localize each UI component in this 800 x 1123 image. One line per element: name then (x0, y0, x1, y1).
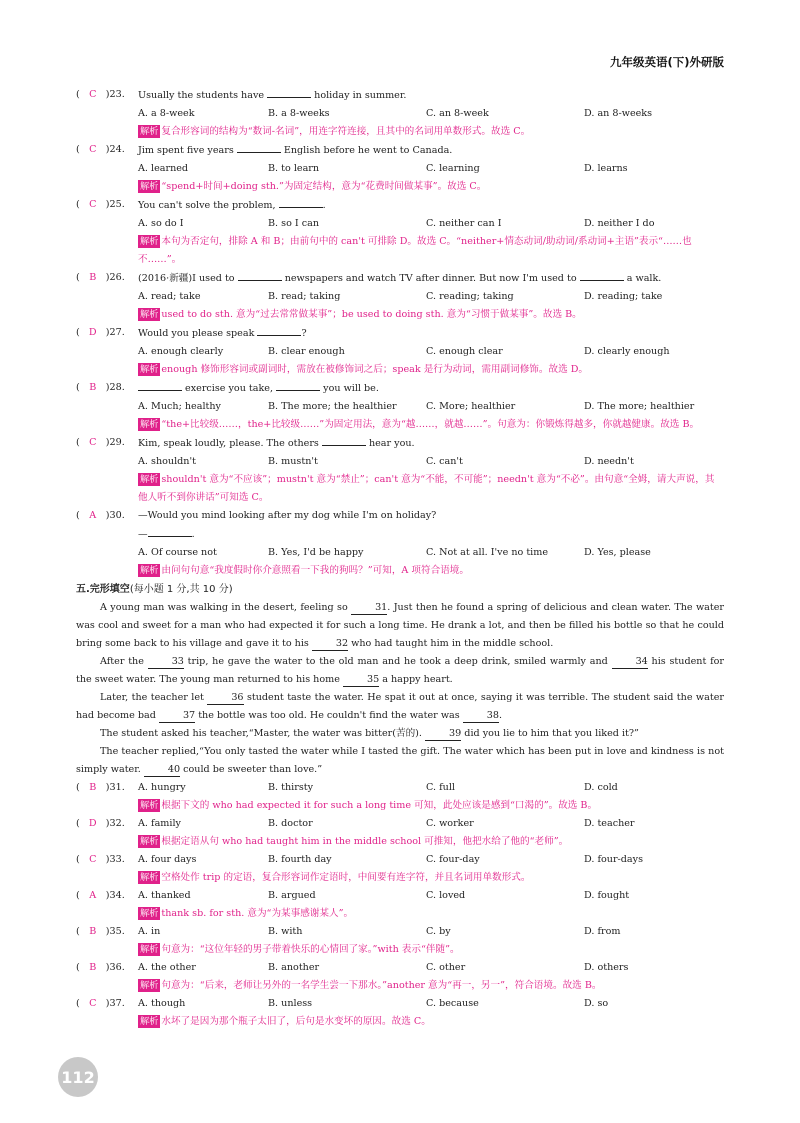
option-c: C. More; healthier (426, 401, 516, 412)
question-item (76, 995, 724, 1031)
option-c: C. enough clear (426, 346, 503, 357)
option-a: A. thanked (138, 890, 191, 901)
numbered-blank: 32 (312, 638, 348, 651)
option-d: D. teacher (584, 818, 635, 829)
question-text: exercise you take, you will be. (138, 379, 724, 398)
numbered-blank: 31 (351, 602, 387, 615)
option-d: D. The more; healthier (584, 401, 695, 412)
options-inline (138, 779, 724, 797)
question-stem (76, 959, 724, 977)
question-text: Jim spent five years English before he went to Canada. (138, 141, 724, 160)
answer-bracket: ( B )35. (76, 923, 138, 941)
numbered-blank: 39 (425, 728, 461, 741)
options-inline (138, 995, 724, 1013)
option-c: C. other (426, 962, 466, 973)
question-item (76, 959, 724, 995)
explanation-tag: 解析 (140, 800, 159, 811)
answer-letter: D (88, 327, 97, 338)
answer-letter: C (89, 144, 97, 155)
answer-bracket: ( C )23. (76, 86, 138, 105)
options-inline (138, 959, 724, 977)
option-d: D. Yes, please (584, 547, 651, 558)
answer-bracket: ( C )25. (76, 196, 138, 215)
answer-letter: C (89, 998, 97, 1009)
answer-letter: D (88, 818, 97, 829)
numbered-blank: 33 (148, 656, 184, 669)
question-item (76, 86, 724, 141)
option-a: A. shouldn't (138, 456, 196, 467)
explanation: 解析 空格处作 trip 的定语，复合形容词作定语时，中间要有连字符，并且名词用单数形式。 (140, 872, 531, 883)
passage-paragraph: The teacher replied,“You only tasted the water while I tasted the gift. The water which has been put in love and kindness is not simply water. 40 could be sweeter than love.” (76, 746, 724, 775)
numbered-blank: 36 (207, 692, 243, 705)
cloze-score-note: (每小题 1 分,共 10 分) (129, 584, 233, 595)
option-c: C. reading; taking (426, 291, 514, 302)
question-stem (76, 815, 724, 833)
passage-paragraph: The student asked his teacher,“Master, the water was bitter(苦的). 39 did you lie to him that you liked it?” (100, 728, 639, 739)
option-b: B. so I can (268, 218, 320, 229)
option-c: C. four-day (426, 854, 480, 865)
question-stem (76, 851, 724, 869)
option-a: A. the other (138, 962, 196, 973)
exam-content (76, 86, 724, 1031)
numbered-blank: 34 (612, 656, 648, 669)
answer-blank (279, 196, 323, 208)
question-stem (76, 196, 724, 215)
option-c: C. full (426, 782, 455, 793)
answer-bracket: ( B )36. (76, 959, 138, 977)
answer-letter: B (89, 926, 97, 937)
answer-blank (580, 269, 624, 281)
options-row (138, 215, 724, 233)
explanation-tag: 解析 (140, 872, 159, 883)
answer-bracket: ( C )37. (76, 995, 138, 1013)
question-text: (2016·新疆)I used to newspapers and watch TV after dinner. But now I'm used to a walk. (138, 269, 724, 288)
book-title-header: 九年级英语(下)外研版 (609, 55, 724, 69)
question-stem (76, 887, 724, 905)
option-c: C. learning (426, 163, 480, 174)
option-a: A. learned (138, 163, 189, 174)
option-c: C. neither can I (426, 218, 502, 229)
option-d: D. neither I do (584, 218, 655, 229)
question-stem (76, 324, 724, 343)
option-c: C. Not at all. I've no time (426, 547, 549, 558)
explanation-tag: 解析 (140, 1016, 159, 1027)
option-a: A. a 8-week (138, 108, 195, 119)
question-stem (76, 507, 724, 525)
explanation: 解析 shouldn't 意为“不应该”；mustn't 意为“禁止”；can't 意为“不能，不可能”；needn't 意为“不必”。由句意“全姆，请大声说，其他人听不到你讲话”可知选 C。 (138, 474, 715, 503)
explanation: 解析 水坏了是因为那个瓶子太旧了，后句是水变坏的原因。故选 C。 (140, 1016, 431, 1027)
option-b: B. thirsty (268, 782, 314, 793)
options-inline (138, 923, 724, 941)
option-b: B. mustn't (268, 456, 318, 467)
option-a: A. so do I (138, 218, 184, 229)
explanation-tag: 解析 (140, 565, 159, 576)
answer-blank (237, 141, 281, 153)
explanation: 解析 “spend+时间+doing sth.”为固定结构，意为“花费时间做某事”。故选 C。 (140, 181, 487, 192)
explanation: 解析 句意为：“后来，老师让另外的一名学生尝一下那水。”another 意为“再一，另一”，符合语境。故选 B。 (140, 980, 602, 991)
option-a: A. family (138, 818, 181, 829)
cloze-questions (76, 779, 724, 1031)
explanation-tag: 解析 (140, 126, 159, 137)
explanation-tag: 解析 (140, 181, 159, 192)
answer-bracket: ( D )27. (76, 324, 138, 343)
explanation: 解析 根据定语从句 who had taught him in the middle school 可推知，他把水给了他的“老师”。 (140, 836, 569, 847)
question-stem (76, 923, 724, 941)
option-d: D. an 8-weeks (584, 108, 653, 119)
numbered-blank: 37 (159, 710, 195, 723)
option-c: C. worker (426, 818, 474, 829)
option-a: A. in (138, 926, 161, 937)
option-b: B. The more; the healthier (268, 401, 397, 412)
question-stem (76, 269, 724, 288)
answer-letter: C (89, 89, 97, 100)
explanation: 解析 复合形容词的结构为“数词-名词”，用连字符连接，且其中的名词用单数形式。故选 C。 (140, 126, 531, 137)
option-b: B. another (268, 962, 320, 973)
options-row (138, 398, 724, 416)
question-item (76, 434, 724, 507)
option-d: D. needn't (584, 456, 634, 467)
option-c: C. an 8-week (426, 108, 489, 119)
question-stem (76, 434, 724, 453)
cloze-section-title (76, 581, 724, 599)
question-item (76, 779, 724, 815)
explanation: 解析 “the+比较级……，the+比较级……”为固定用法，意为“越……，就越……”。句意为：你锻炼得越多，你就越健康。故选 B。 (140, 419, 700, 430)
answer-letter: C (89, 199, 97, 210)
answer-letter: A (89, 510, 97, 521)
question-text: Kim, speak loudly, please. The others hear you. (138, 434, 724, 453)
question-item (76, 887, 724, 923)
explanation-tag: 解析 (140, 474, 159, 485)
explanation: 解析 句意为：“这位年轻的男子带着快乐的心情回了家。”with 表示“伴随”。 (140, 944, 460, 955)
explanation-tag: 解析 (140, 309, 159, 320)
question-text: Would you please speak ? (138, 324, 724, 343)
option-d: D. reading; take (584, 291, 663, 302)
option-b: B. clear enough (268, 346, 345, 357)
explanation: 解析 根据下文的 who had expected it for such a long time 可知，此处应该是感到“口渴的”。故选 B。 (140, 800, 598, 811)
response-line: — . (138, 525, 724, 544)
answer-bracket: ( C )33. (76, 851, 138, 869)
question-stem (76, 779, 724, 797)
multiple-choice-section (76, 86, 724, 580)
page-number-badge: 112 (58, 1057, 98, 1097)
option-a: A. though (138, 998, 186, 1009)
option-b: B. Yes, I'd be happy (268, 547, 364, 558)
options-row (138, 288, 724, 306)
options-row (138, 453, 724, 471)
cloze-passage (76, 599, 724, 779)
cloze-title-text: 五.完形填空 (76, 584, 130, 595)
option-c: C. loved (426, 890, 466, 901)
passage-paragraph: After the 33 trip, he gave the water to the old man and he took a deep drink, smiled warmly and 34 his student for the sweet water. The young man returned to his home 35 a happy heart. (76, 656, 724, 685)
answer-letter: C (89, 437, 97, 448)
passage-paragraph: Later, the teacher let 36 student taste the water. He spat it out at once, saying it was terrible. The student said the water had become bad 37 the bottle was too old. He couldn't find the water was 38. (76, 692, 724, 721)
option-d: D. clearly enough (584, 346, 670, 357)
options-inline (138, 887, 724, 905)
option-d: D. four-days (584, 854, 643, 865)
answer-bracket: ( A )30. (76, 507, 138, 525)
options-row (138, 544, 724, 562)
option-b: B. doctor (268, 818, 313, 829)
answer-bracket: ( A )34. (76, 887, 138, 905)
answer-letter: A (89, 890, 97, 901)
option-b: B. argued (268, 890, 316, 901)
explanation: 解析 thank sb. for sth. 意为“为某事感谢某人”。 (140, 908, 354, 919)
explanation-tag: 解析 (140, 944, 159, 955)
option-b: B. with (268, 926, 303, 937)
question-item (76, 851, 724, 887)
option-d: D. learns (584, 163, 628, 174)
answer-blank (267, 86, 311, 98)
question-stem (76, 379, 724, 398)
options-inline (138, 815, 724, 833)
answer-letter: B (89, 962, 97, 973)
answer-bracket: ( B )31. (76, 779, 138, 797)
explanation-tag: 解析 (140, 908, 159, 919)
options-row (138, 343, 724, 361)
option-b: B. a 8-weeks (268, 108, 330, 119)
explanation-tag: 解析 (140, 419, 159, 430)
explanation: 解析 本句为否定句，排除 A 和 B；由前句中的 can't 可排除 D。故选 C。“neither+情态动词/助动词/系动词+主语”表示“……也不……”。 (138, 236, 692, 265)
answer-letter: B (89, 382, 97, 393)
question-stem (76, 995, 724, 1013)
explanation-tag: 解析 (140, 980, 159, 991)
explanation-tag: 解析 (140, 236, 159, 247)
passage-paragraph: A young man was walking in the desert, feeling so 31. Just then he found a spring of delicious and clean water. The water was cool and sweet for a man who had expected it for such a long time. He drank a lot, and then be filled his bottle so that he could bring some back to his village and gave it to his 32 who had taught him in the middle school. (76, 602, 724, 649)
option-d: D. others (584, 962, 629, 973)
question-item (76, 923, 724, 959)
options-row (138, 160, 724, 178)
option-c: C. because (426, 998, 479, 1009)
option-c: C. by (426, 926, 451, 937)
answer-blank (322, 434, 366, 446)
question-item (76, 507, 724, 580)
numbered-blank: 38 (463, 710, 499, 723)
explanation-tag: 解析 (140, 836, 159, 847)
answer-bracket: ( B )26. (76, 269, 138, 288)
question-stem (76, 141, 724, 160)
numbered-blank: 40 (144, 764, 180, 777)
option-b: B. to learn (268, 163, 320, 174)
numbered-blank: 35 (343, 674, 379, 687)
option-a: A. Much; healthy (138, 401, 221, 412)
explanation: 解析 used to do sth. 意为“过去常常做某事”；be used to doing sth. 意为“习惯于做某事”。故选 B。 (140, 309, 582, 320)
explanation: 解析 enough 修饰形容词或副词时，需放在被修饰词之后；speak 是行为动词，需用副词修饰。故选 D。 (140, 364, 588, 375)
option-a: A. four days (138, 854, 197, 865)
answer-letter: B (89, 782, 97, 793)
option-d: D. from (584, 926, 621, 937)
option-d: D. fought (584, 890, 630, 901)
question-item (76, 196, 724, 269)
question-text: You can't solve the problem, . (138, 196, 724, 215)
answer-bracket: ( C )29. (76, 434, 138, 453)
option-d: D. cold (584, 782, 618, 793)
answer-bracket: ( B )28. (76, 379, 138, 398)
options-inline (138, 851, 724, 869)
explanation: 解析 由问句句意“我度假时你介意照看一下我的狗吗？”可知，A 项符合语境。 (140, 565, 469, 576)
option-a: A. read; take (138, 291, 201, 302)
answer-letter: B (89, 272, 97, 283)
question-item (76, 269, 724, 324)
option-a: A. hungry (138, 782, 186, 793)
answer-letter: C (89, 854, 97, 865)
option-a: A. Of course not (138, 547, 217, 558)
option-b: B. read; taking (268, 291, 341, 302)
question-text: —Would you mind looking after my dog while I'm on holiday? (138, 510, 437, 521)
answer-blank (276, 379, 320, 391)
answer-blank (148, 525, 192, 537)
answer-blank (138, 379, 182, 391)
options-row (138, 105, 724, 123)
option-d: D. so (584, 998, 609, 1009)
question-item (76, 141, 724, 196)
answer-bracket: ( D )32. (76, 815, 138, 833)
answer-bracket: ( C )24. (76, 141, 138, 160)
question-item (76, 324, 724, 379)
option-a: A. enough clearly (138, 346, 224, 357)
option-b: B. fourth day (268, 854, 332, 865)
question-item (76, 379, 724, 434)
answer-blank (257, 324, 301, 336)
question-item (76, 815, 724, 851)
answer-blank (238, 269, 282, 281)
option-c: C. can't (426, 456, 463, 467)
explanation-tag: 解析 (140, 364, 159, 375)
question-stem (76, 86, 724, 105)
option-b: B. unless (268, 998, 313, 1009)
question-text: Usually the students have holiday in summer. (138, 86, 724, 105)
